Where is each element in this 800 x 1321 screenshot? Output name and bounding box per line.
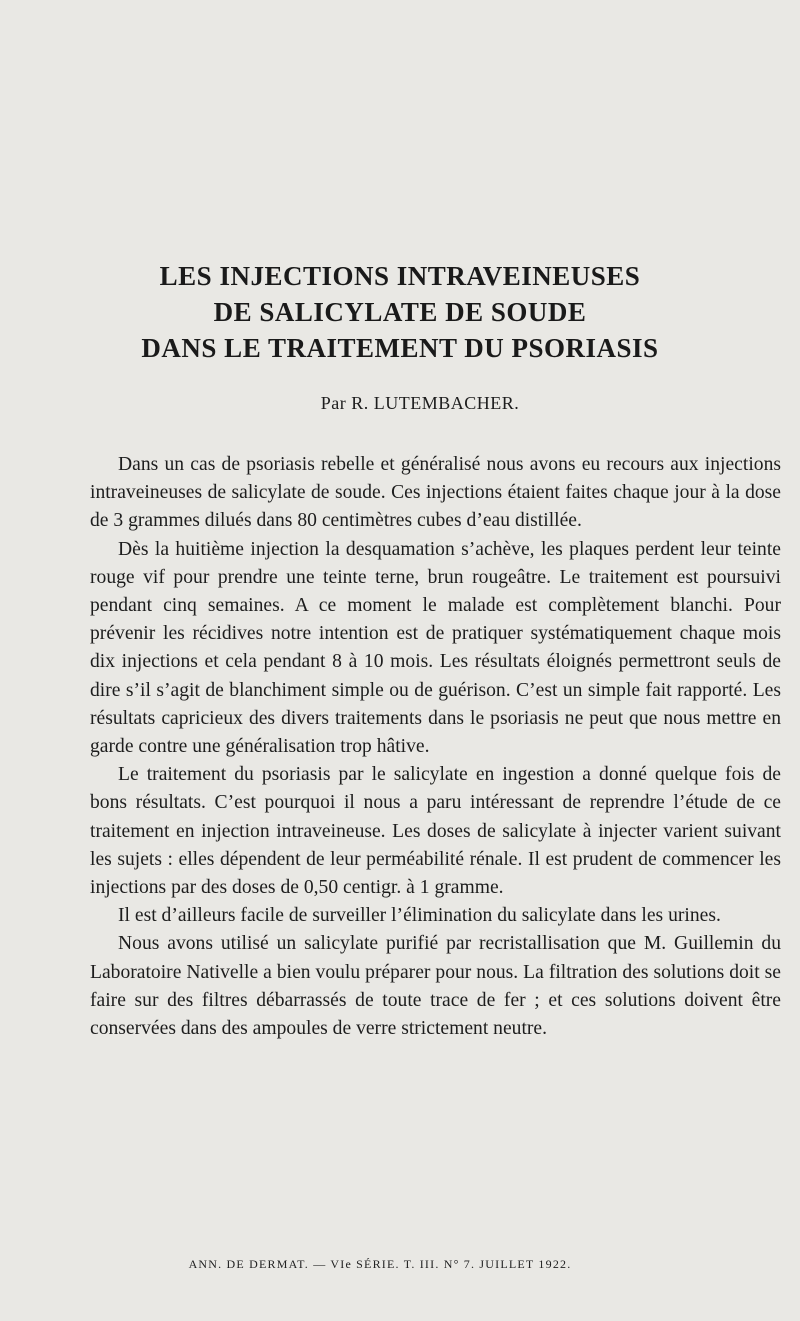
article-title bbox=[0, 258, 800, 366]
title-line-2: DE SALICYLATE DE SOUDE bbox=[213, 297, 587, 327]
title-line-3: DANS LE TRAITEMENT DU PSORIASIS bbox=[141, 333, 659, 363]
title-line-1: LES INJECTIONS INTRAVEINEUSES bbox=[159, 261, 641, 291]
paragraph: Nous avons utilisé un salicylate purifié par recristallisation que M. Guillemin du Laboratoire Nativelle a bien voulu préparer pour nous. La filtration des solutions doit se faire sur des filtres débarrassés de toute trace de fer ; et ces solutions doivent être conservées dans des ampoules de verre strictement neutre. bbox=[90, 933, 781, 1040]
paragraph: Le traitement du psoriasis par le salicylate en ingestion a donné quelque fois de bons résultats. C’est pourquoi il nous a paru intéressant de reprendre l’étude de ce traitement en injection intraveineuse. Les doses de salicylate à injecter varient suivant les sujets : elles dépendent de leur perméabilité rénale. Il est prudent de commencer les injections par des doses de 0,50 centigr. à 1 gramme. bbox=[90, 764, 781, 899]
author-byline: Par R. LUTEMBACHER. bbox=[320, 393, 520, 413]
paragraph: Dans un cas de psoriasis rebelle et généralisé nous avons eu recours aux injections intraveineuses de salicylate de soude. Ces injections étaient faites chaque jour à la dose de 3 grammes dilués dans 80 centimètres cubes d’eau distillée. bbox=[90, 454, 781, 532]
paragraph: Dès la huitième injection la desquamation s’achève, les plaques perdent leur teinte rouge vif pour prendre une teinte terne, brun rougeâtre. Le traitement est poursuivi pendant cinq semaines. A ce moment le malade est complètement blanchi. Pour prévenir les récidives notre intention est de pratiquer systématiquement chaque mois dix injections et cela pendant 8 à 10 mois. Les résultats éloignés permettront seuls de dire s’il s’agit de blanchiment simple ou de guérison. C’est un simple fait rapporté. Les résultats capricieux des divers traitements dans le psoriasis ne peut que nous mettre en garde contre une généralisation trop hâtive. bbox=[90, 538, 781, 758]
article-body bbox=[90, 451, 781, 1043]
journal-footer: ANN. DE DERMAT. — VIe SÉRIE. T. III. N° 7. JUILLET 1922. bbox=[188, 1257, 572, 1271]
paragraph: Il est d’ailleurs facile de surveiller l’élimination du salicylate dans les urines. bbox=[118, 905, 721, 927]
